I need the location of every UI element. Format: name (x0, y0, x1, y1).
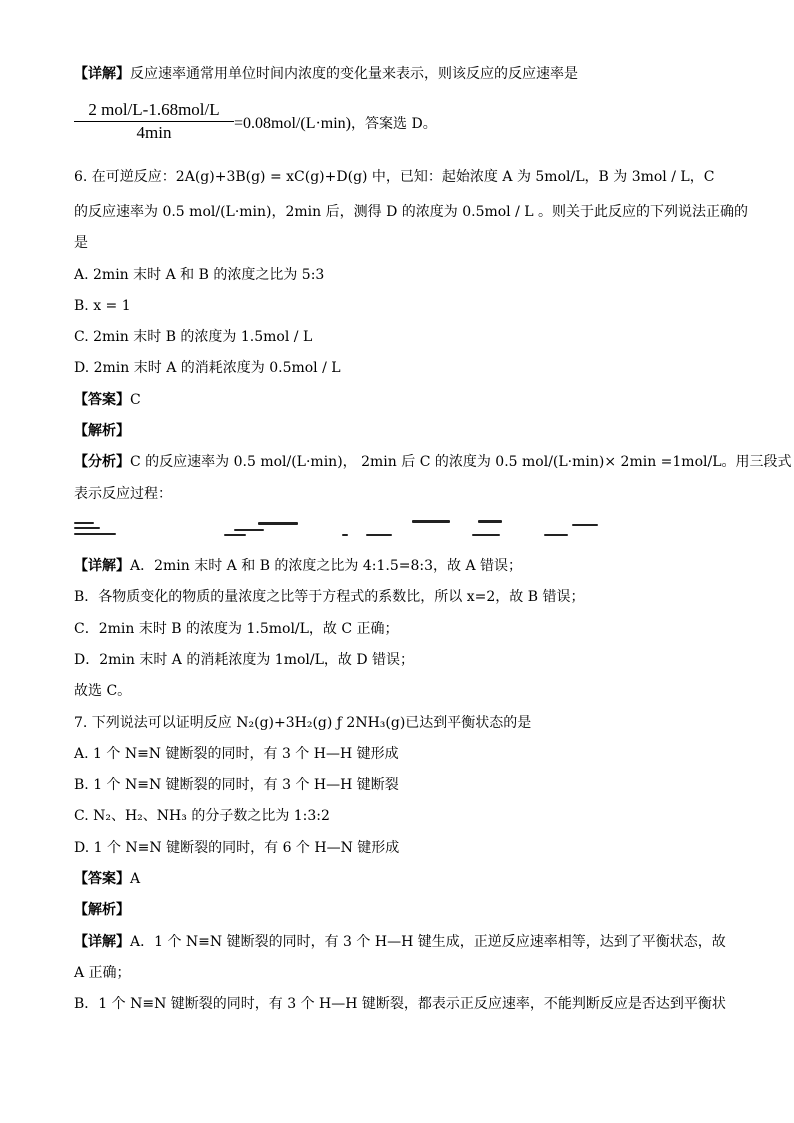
q7-option-d (74, 838, 734, 858)
section-tag: 【解析】 (74, 902, 130, 918)
line-l18 (74, 681, 734, 701)
q7-option-b (74, 775, 734, 795)
question-7 (74, 713, 734, 733)
line-text: C. N₂、H₂、NH₃ 的分子数之比为 1:3:2 (74, 808, 330, 824)
line-text: A. 2min 末时 A 和 B 的浓度之比为 5:3 (74, 267, 325, 283)
line-l3 (74, 167, 734, 187)
line-l4 (74, 202, 749, 222)
fraction-result: =0.08mol/(L·min) (234, 115, 352, 132)
line-text: B．1 个 N≡N 键断裂的同时，有 3 个 H—H 键断裂，都表示正反应速率，不能判断反应是否达到平衡状 (74, 996, 726, 1012)
answer-line (74, 390, 734, 410)
line-text: 表示反应过程： (74, 486, 172, 502)
line-l16 (74, 619, 734, 639)
line-l27 (74, 963, 734, 983)
line-text: A．1 个 N≡N 键断裂的同时，有 3 个 H—H 键生成，正逆反应速率相等，达到了平衡状态，故 (130, 934, 726, 950)
line-l15 (74, 587, 734, 607)
line-text: C．2min 末时 B 的浓度为 1.5mol/L，故 C 正确； (74, 621, 399, 637)
line-text: C 的反应速率为 0.5 mol/(L·min)， 2min 后 C 的浓度为 0.5 mol/(L·min)× 2min =1mol/L。用三段式 (130, 454, 792, 470)
fraction-result-line (234, 113, 437, 133)
section-tag: 【详解】 (74, 66, 130, 82)
line-l12 (74, 452, 792, 472)
line-l14 (74, 556, 734, 576)
line-text: 故选 C。 (74, 683, 132, 699)
line-text: B. 1 个 N≡N 键断裂的同时，有 3 个 H—H 键断裂 (74, 777, 399, 793)
option-c (74, 327, 734, 347)
q7-option-a (74, 744, 734, 764)
line-text: B．各物质变化的物质的量浓度之比等于方程式的系数比，所以 x=2，故 B 错误； (74, 589, 585, 605)
section-tag: 【解析】 (74, 423, 130, 439)
rate-fraction (74, 100, 234, 143)
line-text: 7. 下列说法可以证明反应 N₂(g)+3H₂(g) ƒ 2NH₃(g)已达到平衡状态的是 (74, 715, 532, 731)
q7-answer (74, 869, 734, 889)
line-text: C. 2min 末时 B 的浓度为 1.5mol / L (74, 329, 313, 345)
line-text: A. 1 个 N≡N 键断裂的同时，有 3 个 H—H 键形成 (74, 746, 399, 762)
three-stage-table-image (74, 516, 604, 540)
line-l5 (74, 233, 734, 253)
line-l28 (74, 994, 734, 1014)
q7-option-c (74, 806, 734, 826)
line-text: D．2min 末时 A 的消耗浓度为 1mol/L，故 D 错误； (74, 652, 415, 668)
line-text: A．2min 末时 A 和 B 的浓度之比为 4:1.5=8:3，故 A 错误； (130, 558, 523, 574)
line-l17 (74, 650, 734, 670)
line-text: 6. 在可逆反应：2A(g)+3B(g) = xC(g)+D(g) 中，已知：起始浓度 A 为 5mol/L，B 为 3mol / L，C (74, 169, 715, 185)
line-text: A 正确； (74, 965, 131, 981)
line-text: 的反应速率为 0.5 mol/(L·min)，2min 后，测得 D 的浓度为 0.5mol / L 。则关于此反应的下列说法正确的 (74, 204, 749, 220)
line-l1 (74, 64, 734, 84)
line-text: D. 2min 末时 A 的消耗浓度为 0.5mol / L (74, 360, 341, 376)
option-d (74, 358, 734, 378)
q7-analysis-heading (74, 900, 734, 920)
option-b (74, 296, 734, 316)
section-tag: 【答案】 (74, 392, 130, 408)
line-l26 (74, 932, 734, 952)
analysis-heading (74, 421, 734, 441)
option-a (74, 265, 734, 285)
fraction-denominator: 4min (136, 123, 172, 142)
fraction-numerator: 2 mol/L-1.68mol/L (74, 100, 234, 122)
line-text: B. x = 1 (74, 298, 131, 314)
fraction-tail: ，答案选 D。 (351, 116, 437, 132)
line-text: D. 1 个 N≡N 键断裂的同时，有 6 个 H—N 键形成 (74, 840, 400, 856)
section-tag: 【答案】 (74, 871, 130, 887)
line-text: 是 (74, 235, 88, 251)
section-tag: 【详解】 (74, 934, 130, 950)
section-tag: 【详解】 (74, 558, 130, 574)
section-tag: 【分析】 (74, 454, 130, 470)
line-l13 (74, 484, 734, 504)
line-text: A (130, 871, 141, 887)
line-text: 反应速率通常用单位时间内浓度的变化量来表示，则该反应的反应速率是 (130, 66, 578, 82)
line-text: C (130, 392, 141, 408)
